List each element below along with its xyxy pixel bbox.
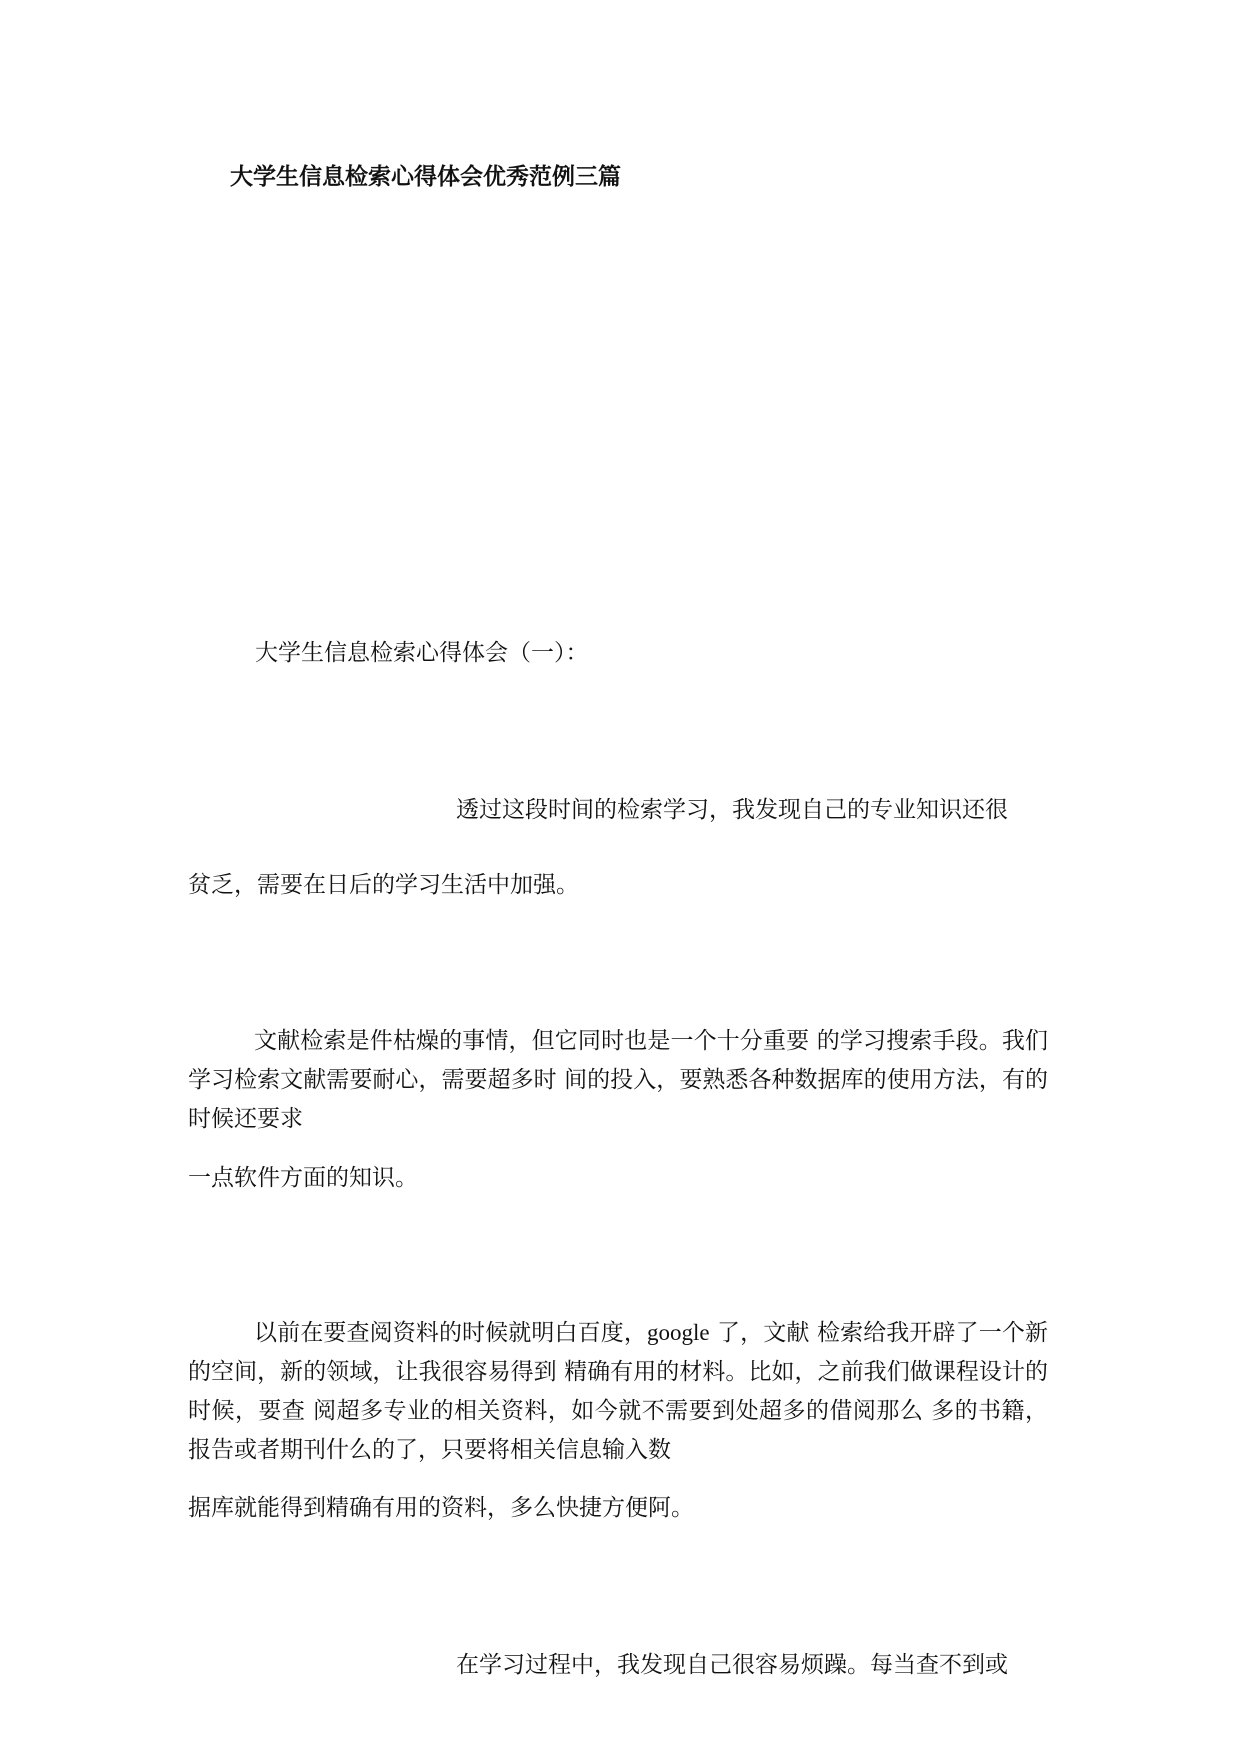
paragraph-1-line-1: 透过这段时间的检索学习，我发现自己的专业知识还很 <box>456 797 1008 823</box>
paragraph-4-line-1: 在学习过程中，我发现自己很容易烦躁。每当查不到或 <box>456 1652 1008 1678</box>
paragraph-2: 文献检索是件枯燥的事情，但它同时也是一个十分重要 的学习搜索手段。我们学习检索文献需要耐心，需要超多时 间的投入，要熟悉各种数据库的使用方法，有的时候还要求 <box>188 1028 1048 1132</box>
paragraph-1-line-2: 贫乏，需要在日后的学习生活中加强。 <box>188 872 579 898</box>
paragraph-3 <box>188 1313 1048 1470</box>
paragraph-3-tail: 据库就能得到精确有用的资料，多么快捷方便阿。 <box>188 1495 694 1521</box>
paragraph-3-text-b: 了，文献 检索给我开辟了一个新的空间，新的领域，让我很容易得到 精确有用的材料。比如，之前我们做课程设计的时候，要查 阅超多专业的相关资料，如今就不需要到处超多的借阅那么 多的书籍，报告或者期刊什么的了，只要将相关信息输入数 <box>188 1320 1049 1463</box>
document-title: 大学生信息检索心得体会优秀范例三篇 <box>230 164 621 190</box>
paragraph-3-latin: google <box>647 1320 710 1345</box>
section-heading: 大学生信息检索心得体会（一）： <box>255 640 589 666</box>
paragraph-3-text-a: 以前在要查阅资料的时候就明白百度， <box>254 1320 648 1346</box>
paragraph-2-tail: 一点软件方面的知识。 <box>188 1165 418 1191</box>
